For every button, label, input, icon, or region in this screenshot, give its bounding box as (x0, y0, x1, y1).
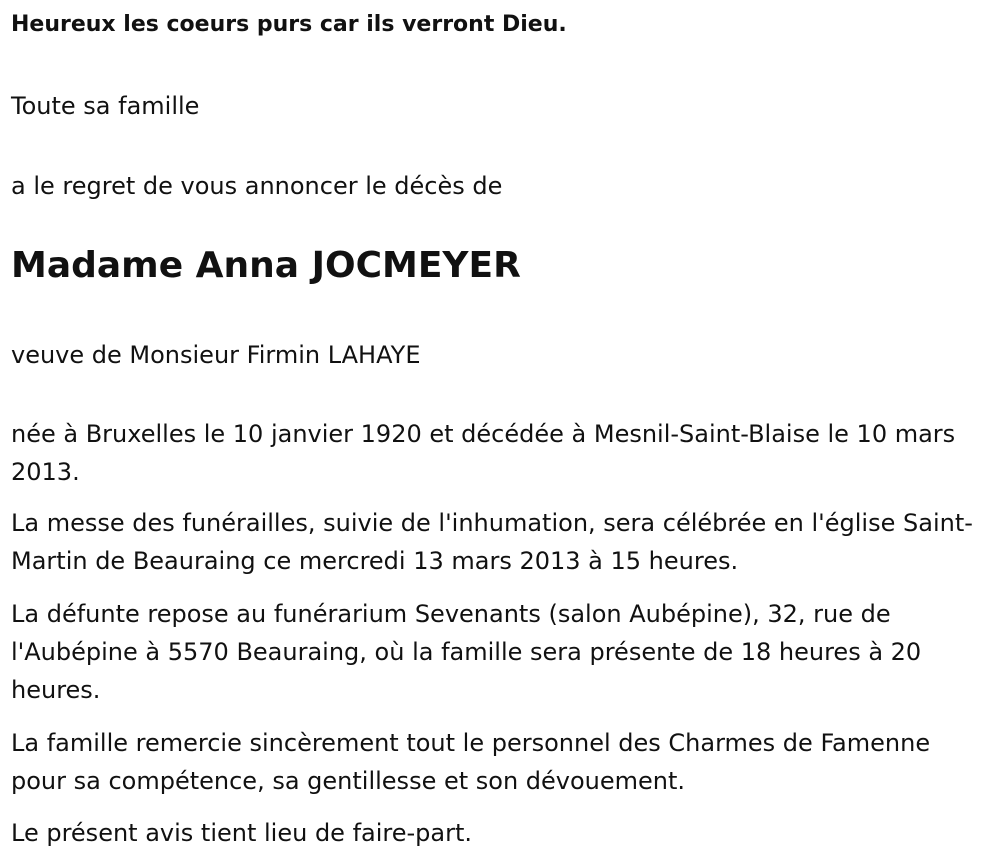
thanks-paragraph: La famille remercie sincèrement tout le personnel des Charmes de Famenne pour sa compétence, sa gentillesse et son dévouement. (11, 729, 931, 795)
announcement-line: a le regret de vous annoncer le décès de (11, 172, 503, 200)
faire-part-paragraph: Le présent avis tient lieu de faire-part. (11, 819, 473, 847)
visitation-paragraph: La défunte repose au funérarium Sevenants (salon Aubépine), 32, rue de l'Aubépine à 5570 Beauraing, où la famille sera présente de 18 heures à 20 heures. (11, 600, 922, 704)
scripture-verse: Heureux les coeurs purs car ils verront Dieu. (11, 12, 567, 37)
family-line: Toute sa famille (11, 92, 200, 120)
spouse-line: veuve de Monsieur Firmin LAHAYE (11, 341, 421, 369)
funeral-mass-paragraph: La messe des funérailles, suivie de l'inhumation, sera célébrée en l'église Saint-Martin de Beauraing ce mercredi 13 mars 2013 à 15 heures. (11, 509, 973, 575)
birth-death-paragraph: née à Bruxelles le 10 janvier 1920 et décédée à Mesnil-Saint-Blaise le 10 mars 2013. (11, 420, 956, 486)
deceased-name: Madame Anna JOCMEYER (11, 245, 521, 286)
